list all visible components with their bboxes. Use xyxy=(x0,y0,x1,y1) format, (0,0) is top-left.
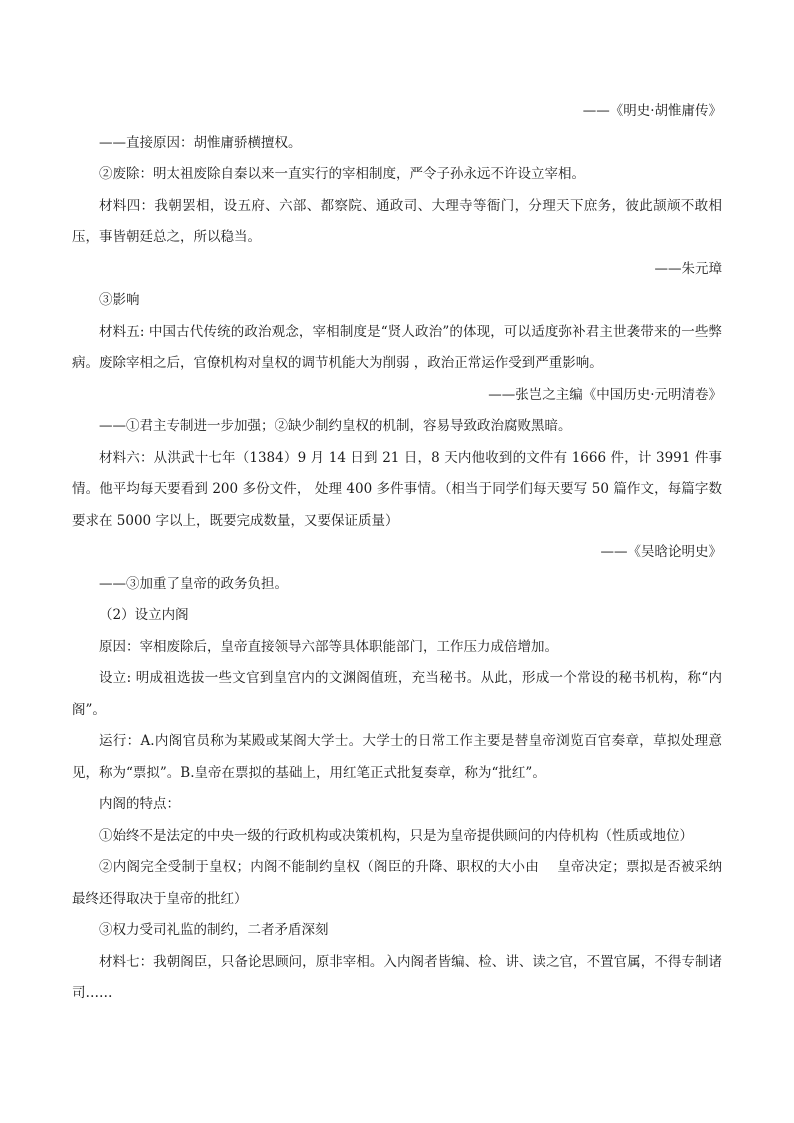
text-line: ②内阁完全受制于皇权；内阁不能制约皇权（阁臣的升降、职权的大小由 皇帝决定；票拟是否被采纳最终还得取决于皇帝的批红） xyxy=(72,859,722,907)
text-line: （2）设立内阁 xyxy=(99,607,189,623)
text-line: ①始终不是法定的中央一级的行政机构或决策机构，只是为皇帝提供顾问的内侍机构（性质或地位） xyxy=(99,827,693,844)
text-line: 运行：A.内阁官员称为某殿或某阁大学士。大学士的日常工作主要是替皇帝浏览百官奏章，草拟处理意见，称为“票拟”。B.皇帝在票拟的基础上，用红笔正式批复奏章，称为“批红”。 xyxy=(72,733,722,781)
text-line: 设立: 明成祖选拔一些文官到皇宫内的文渊阁值班，充当秘书。从此，形成一个常设的秘书机构，称“内阁”。 xyxy=(72,670,722,718)
text-line: ③影响 xyxy=(99,292,140,308)
text-line: ——直接原因：胡惟庸骄横擅权。 xyxy=(99,134,302,151)
text-line: 材料六：从洪武十七年（1384）9 月 14 日到 21 日，8 天内他收到的文件有 1666 件，计 3991 件事情。他平均每天要看到 200 多份文件， 处理 400 多件事情。（相当于同学们每天要写 50 篇作文，每篇字数要求在 5000 字以上，既要完成数量，又要保证质量） xyxy=(72,449,722,529)
text-line: 内阁的特点： xyxy=(99,796,180,812)
text-line: 材料七：我朝阁臣，只备论思顾问，原非宰相。入内阁者皆编、检、讲、读之官，不置官属，不得专制诸司…… xyxy=(72,953,722,1001)
text-line: ——①君主专制进一步加强；②缺少制约皇权的机制，容易导致政治腐败黑暗。 xyxy=(99,418,572,434)
text-line: ②废除：明太祖废除自秦以来一直实行的宰相制度，严令子孙永远不许设立宰相。 xyxy=(99,166,585,182)
text-line: 材料五: 中国古代传统的政治观念，宰相制度是“贤人政治”的体现，可以适度弥补君主世袭带来的一些弊病。废除宰相之后，官僚机构对皇权的调节机能大为削弱 ，政治正常运作受到严重影响。 xyxy=(72,323,722,371)
text-line: ——③加重了皇帝的政务负担。 xyxy=(99,575,288,592)
text-line: 材料四：我朝罢相，设五府、六部、都察院、通政司、大理寺等衙门，分理天下庶务，彼此颉颃不敢相压，事皆朝廷总之，所以稳当。 xyxy=(72,197,722,245)
source-citation: ——《明史·胡惟庸传》 xyxy=(582,103,722,119)
text-line: ③权力受司礼监的制约，二者矛盾深刻 xyxy=(99,922,329,938)
document-body xyxy=(72,96,722,1010)
text-line: 原因：宰相废除后，皇帝直接领导六部等具体职能部门，工作压力成倍增加。 xyxy=(99,638,558,655)
source-citation: ——《吴晗论明史》 xyxy=(600,544,722,560)
source-citation: ——张岂之主编《中国历史·元明清卷》 xyxy=(488,386,722,403)
source-citation: ——朱元璋 xyxy=(654,260,722,277)
